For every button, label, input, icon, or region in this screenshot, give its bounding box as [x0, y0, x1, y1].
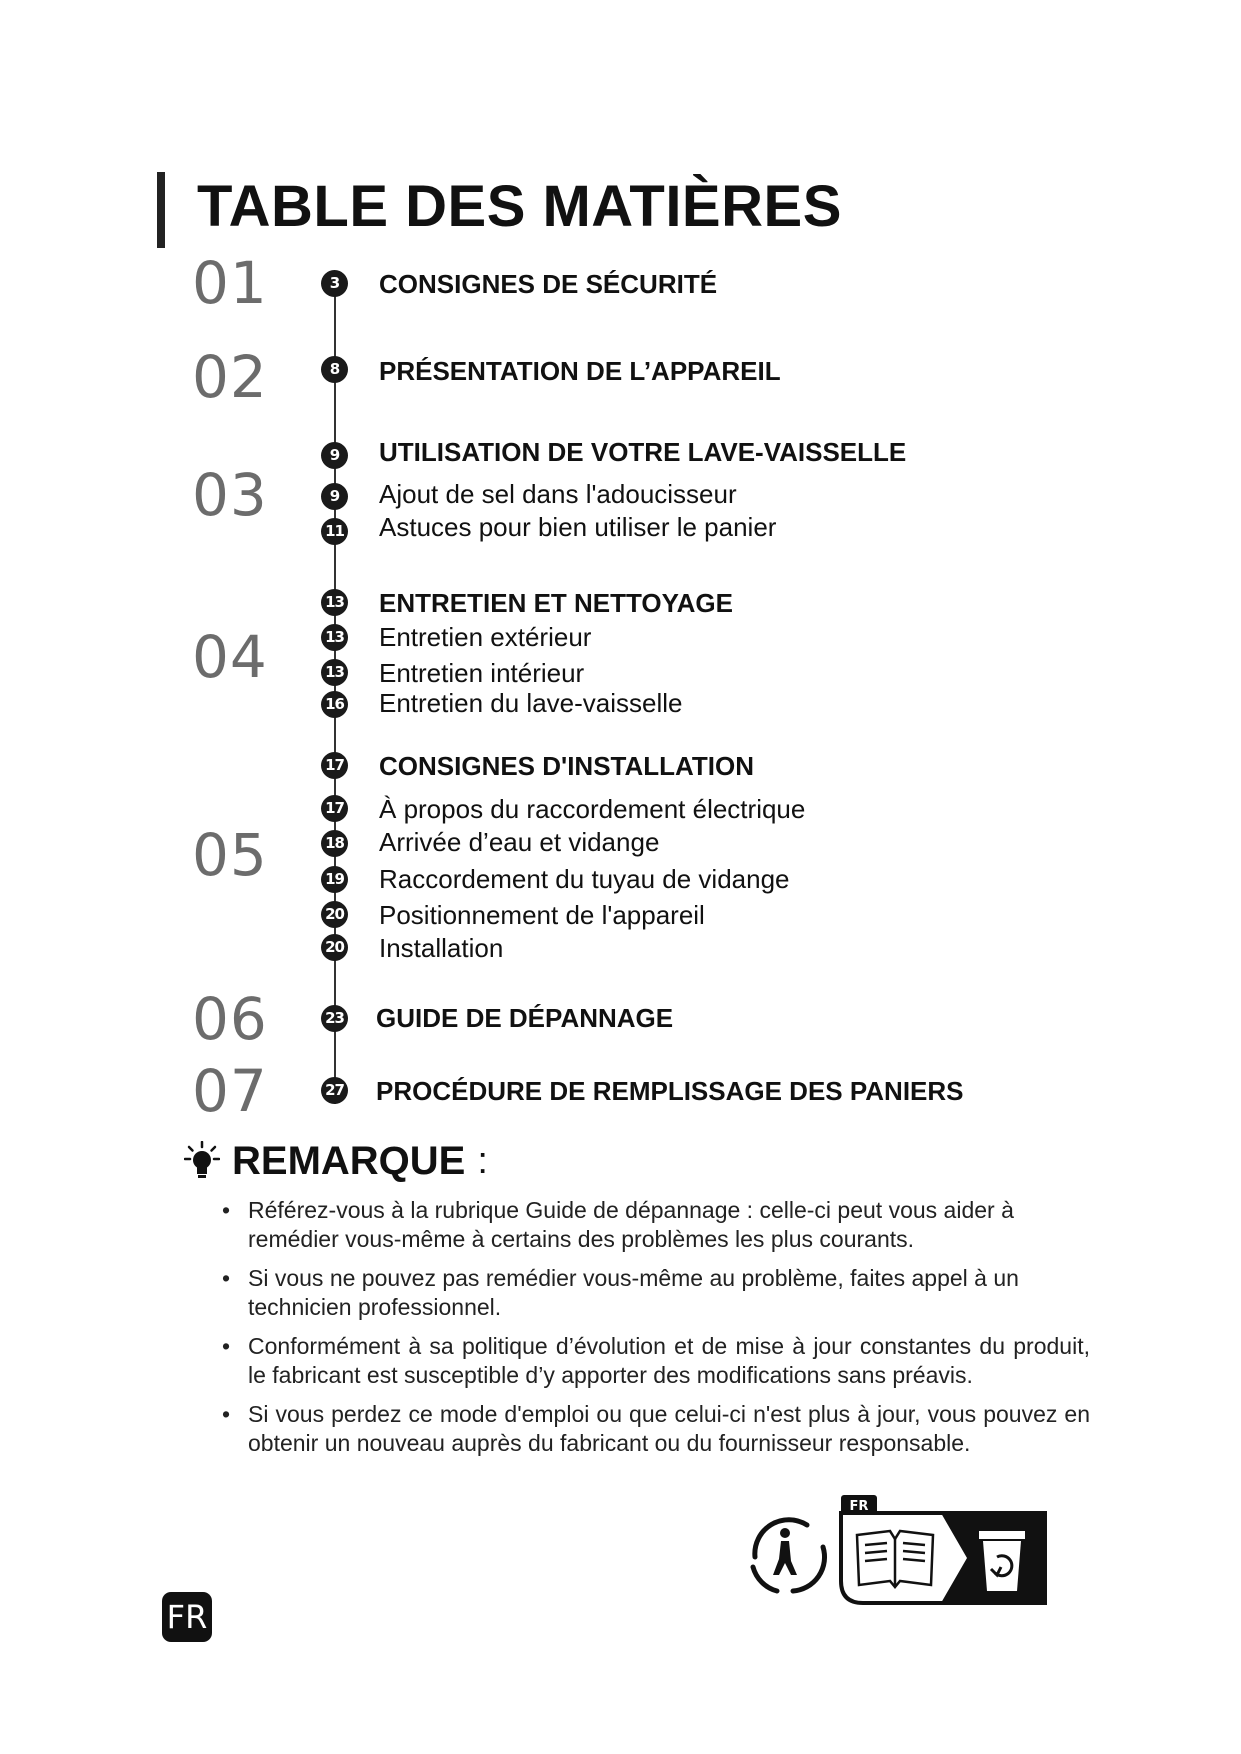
toc-entry[interactable]: Raccordement du tuyau de vidange: [379, 864, 790, 894]
lightbulb-icon: [184, 1141, 220, 1181]
title-accent-bar: [157, 172, 165, 248]
toc-page-badge: 20: [321, 901, 348, 928]
remark-list: [222, 1196, 1090, 1468]
remark-title: REMARQUE: [232, 1139, 466, 1183]
toc-entry[interactable]: Entretien intérieur: [379, 658, 585, 688]
remark-item: [222, 1196, 1090, 1254]
toc-page-badge: 16: [321, 691, 348, 718]
chapter-number-04: 04: [192, 623, 268, 691]
chapter-number-06: 06: [192, 985, 268, 1053]
recycling-logo: [745, 1495, 1050, 1610]
toc-page-badge: 17: [321, 752, 348, 779]
triman-recycling-icon: [745, 1495, 1050, 1605]
recycling-fr-label: FR: [849, 1499, 869, 1514]
toc-entry[interactable]: CONSIGNES DE SÉCURITÉ: [379, 269, 718, 299]
toc-page-badge: 19: [321, 866, 348, 893]
toc-entry[interactable]: PRÉSENTATION DE L’APPAREIL: [379, 356, 781, 386]
remark-item: [222, 1264, 1090, 1322]
toc-entry[interactable]: Ajout de sel dans l'adoucisseur: [379, 479, 737, 509]
toc-page-badge: 9: [321, 483, 348, 510]
chapter-number-03: 03: [192, 461, 268, 529]
remark-colon: :: [477, 1139, 488, 1182]
toc-page-badge: 8: [321, 356, 348, 383]
toc-entry[interactable]: UTILISATION DE VOTRE LAVE-VAISSELLE: [379, 437, 907, 467]
toc-page-badge: 13: [321, 659, 348, 686]
toc-entry[interactable]: À propos du raccordement électrique: [379, 794, 806, 824]
toc-entry[interactable]: Arrivée d’eau et vidange: [379, 827, 660, 857]
toc-page-badge: 27: [321, 1077, 348, 1104]
remark-item-text: • Si vous perdez ce mode d'emploi ou que celui-ci n'est plus à jour, vous pouvez en obtenir un nouveau auprès du fabricant ou du fournisseur responsable.: [248, 1401, 1090, 1456]
toc-page-badge: 23: [321, 1005, 348, 1032]
chapter-number-02: 02: [192, 343, 268, 411]
remark-item: [222, 1332, 1090, 1390]
toc-entry[interactable]: Entretien extérieur: [379, 622, 592, 652]
remark-item: [222, 1400, 1090, 1458]
toc-entry[interactable]: PROCÉDURE DE REMPLISSAGE DES PANIERS: [376, 1076, 964, 1106]
toc-entry[interactable]: Positionnement de l'appareil: [379, 900, 705, 930]
toc-entry[interactable]: Astuces pour bien utiliser le panier: [379, 512, 777, 542]
toc-page-badge: 18: [321, 830, 348, 857]
toc-page-badge: 3: [321, 270, 348, 297]
remark-item-text: • Référez-vous à la rubrique Guide de dépannage : celle-ci peut vous aider à remédier vous-même à certains des problèmes les plus courants.: [248, 1197, 1014, 1252]
page-title: TABLE DES MATIÈRES: [197, 174, 842, 239]
toc-entry[interactable]: CONSIGNES D'INSTALLATION: [379, 751, 754, 781]
chapter-number-05: 05: [192, 821, 268, 889]
toc-entry[interactable]: GUIDE DE DÉPANNAGE: [376, 1003, 674, 1033]
toc-entry[interactable]: Installation: [379, 933, 504, 963]
toc-page-badge: 13: [321, 624, 348, 651]
remark-header: [184, 1138, 488, 1184]
chapter-number-01: 01: [192, 249, 268, 317]
toc-page-badge: 17: [321, 795, 348, 822]
chapter-number-07: 07: [192, 1057, 268, 1125]
toc-page-badge: 20: [321, 934, 348, 961]
toc-page-badge: 11: [321, 518, 348, 545]
language-badge: FR: [162, 1592, 212, 1642]
toc-page-badge: 13: [321, 589, 348, 616]
toc-entry[interactable]: Entretien du lave-vaisselle: [379, 688, 683, 718]
remark-item-text: • Conformément à sa politique d’évolution et de mise à jour constantes du produit, le fabricant est susceptible d’y apporter des modifications sans préavis.: [248, 1333, 1090, 1388]
remark-item-text: • Si vous ne pouvez pas remédier vous-même au problème, faites appel à un technicien professionnel.: [248, 1265, 1019, 1320]
toc-page-badge: 9: [321, 442, 348, 469]
toc-entry[interactable]: ENTRETIEN ET NETTOYAGE: [379, 588, 733, 618]
